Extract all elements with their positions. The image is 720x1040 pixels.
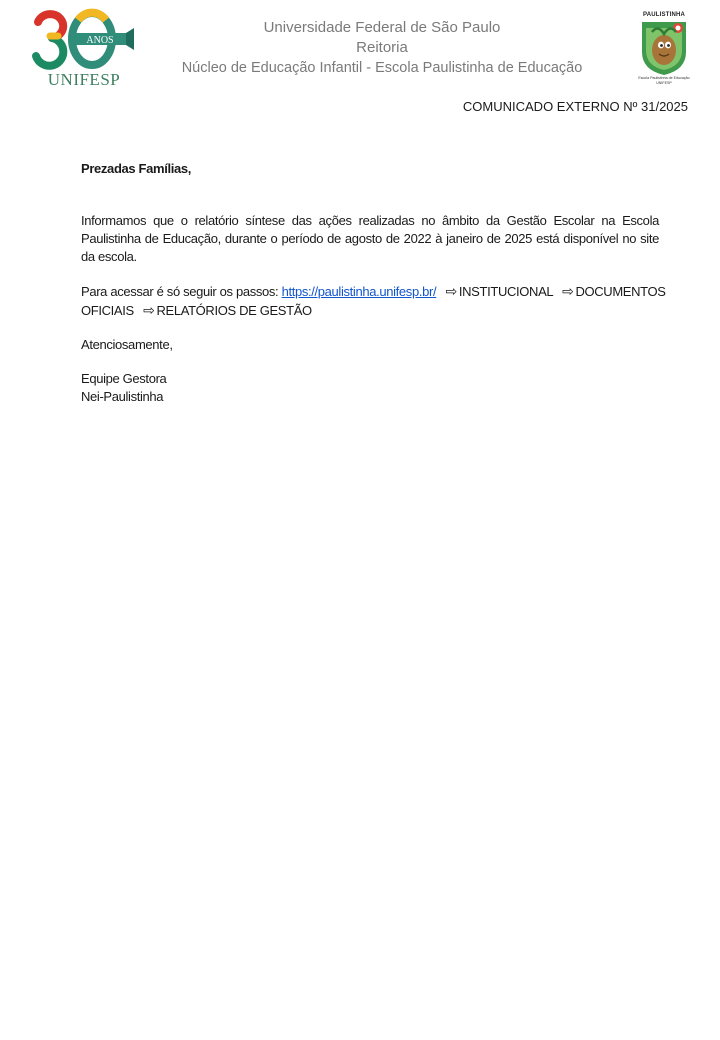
document-reference: COMUNICADO EXTERNO Nº 31/2025 (462, 99, 688, 114)
step-documentos: DOCUMENTOS (575, 284, 666, 299)
instructions-intro: Para acessar é só seguir os passos: (81, 284, 279, 299)
paulistinha-logo (636, 8, 692, 94)
step-arrow-icon: ⇨ (445, 283, 457, 299)
letterhead (140, 18, 624, 78)
step-arrow-icon: ⇨ (143, 302, 155, 318)
logo-ribbon-text: ANOS (86, 35, 114, 46)
paulistinha-logo-name: PAULISTINHA (642, 12, 686, 18)
signature (81, 370, 659, 406)
institution-name: Universidade Federal de São Paulo (263, 19, 501, 36)
paragraph-announcement: Informamos que o relatório síntese das ações realizadas no âmbito da Gestão Escolar na Escola Paulistinha de Educação, durante o período de agosto de 2022 à janeiro de 2025 está disponível no site da escola. (81, 213, 659, 264)
logo-30-graphic (28, 6, 140, 72)
school-site-link[interactable]: https://paulistinha.unifesp.br/ (281, 284, 437, 299)
logo-brand-text: UNIFESP (47, 70, 121, 89)
step-arrow-icon: ⇨ (562, 283, 574, 299)
greeting: Prezadas Famílias, (81, 161, 192, 176)
paragraph-instructions (81, 282, 666, 320)
closing: Atenciosamente, (81, 337, 173, 352)
letter-body (81, 160, 666, 406)
step-institucional: INSTITUCIONAL (458, 284, 553, 299)
unifesp-30-anos-logo (28, 6, 140, 92)
step-oficiais: OFICIAIS (81, 303, 134, 318)
paulistinha-logo-caption: Escola Paulistinha de Educação UNIFESP (638, 76, 690, 85)
seed-character-icon (638, 18, 690, 76)
signature-unit: Nei-Paulistinha (81, 389, 164, 404)
unit-name: Núcleo de Educação Infantil - Escola Paulistinha de Educação (181, 60, 583, 76)
signature-team: Equipe Gestora (81, 371, 167, 386)
step-relatorios: RELATÓRIOS DE GESTÃO (156, 303, 312, 318)
department-name: Reitoria (356, 39, 408, 56)
